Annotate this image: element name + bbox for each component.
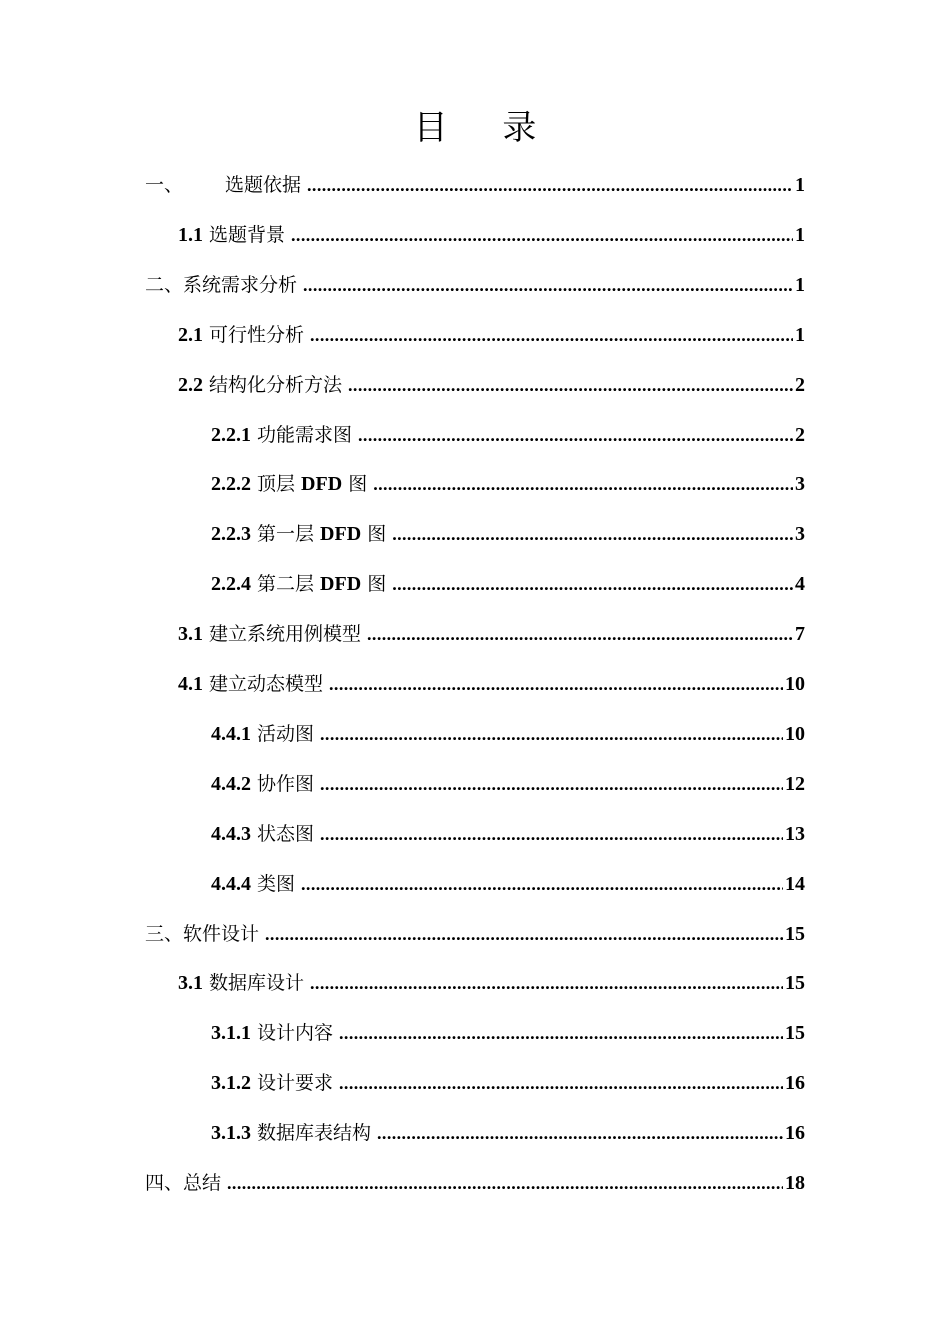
toc-entry[interactable]	[178, 619, 805, 649]
toc-dot-leader	[303, 275, 793, 296]
toc-entry-number: 3.1	[178, 623, 203, 646]
toc-entry-number: 一、	[145, 174, 184, 196]
toc-entry[interactable]	[211, 719, 805, 749]
toc-entry-title: 第一层 DFD 图	[257, 523, 387, 546]
toc-entry[interactable]	[211, 1068, 805, 1098]
toc-dot-leader	[307, 175, 793, 196]
toc-entry[interactable]	[178, 968, 805, 998]
page-title: 目 录	[413, 108, 559, 148]
toc-entry[interactable]	[211, 869, 805, 899]
toc-entry-title: 设计内容	[257, 1022, 334, 1045]
toc-entry-title: 二、系统需求分析	[145, 273, 298, 296]
toc-entry-page: 16	[785, 1072, 805, 1095]
toc-dot-leader	[301, 874, 783, 895]
toc-entry[interactable]	[145, 270, 805, 300]
toc-entry-page: 3	[795, 523, 805, 546]
toc-entry-number: 2.2.4	[211, 573, 251, 596]
toc-dot-leader	[377, 1123, 783, 1144]
toc-entry[interactable]	[211, 569, 805, 599]
toc-dot-leader	[339, 1073, 783, 1094]
toc-entry-number: 3.1.1	[211, 1022, 251, 1045]
toc-dot-leader	[348, 375, 793, 396]
toc-entry-page: 14	[785, 872, 805, 895]
toc-entry-title: 第二层 DFD 图	[257, 573, 387, 596]
toc-entry-page: 7	[795, 623, 805, 646]
toc-entry-page: 1	[795, 323, 805, 346]
toc-entry[interactable]	[211, 420, 805, 450]
toc-entry-title: 数据库设计	[209, 972, 305, 995]
toc-dot-leader	[320, 774, 783, 795]
toc-entry-page: 1	[795, 223, 805, 246]
toc-entry-page: 2	[795, 423, 805, 446]
toc-dot-leader	[358, 425, 793, 446]
toc-entry-page: 15	[785, 922, 805, 945]
toc-entry-title: 状态图	[257, 822, 315, 845]
toc-dot-leader	[265, 924, 783, 945]
toc-dot-leader	[310, 973, 783, 994]
toc-entry-title: 数据库表结构	[257, 1122, 372, 1145]
toc-entry-number: 4.4.4	[211, 872, 251, 895]
toc-entry-title: 可行性分析	[209, 323, 305, 346]
toc-entry-page: 15	[785, 972, 805, 995]
toc-entry-page: 13	[785, 822, 805, 845]
toc-entry[interactable]	[145, 1168, 805, 1198]
toc-dot-leader	[392, 574, 793, 595]
toc-dot-leader	[367, 624, 793, 645]
toc-entry[interactable]	[211, 519, 805, 549]
toc-entry-number: 3.1	[178, 972, 203, 995]
toc-entry-page: 10	[785, 673, 805, 695]
toc-entry[interactable]	[211, 1018, 805, 1048]
toc-dot-leader	[291, 225, 793, 246]
toc-entry-page: 16	[785, 1122, 805, 1145]
toc-entry-number: 3.1.2	[211, 1072, 251, 1095]
toc-entry-page: 4	[795, 573, 805, 596]
toc-entry-title: 协作图	[257, 772, 315, 795]
toc-dot-leader	[227, 1173, 783, 1194]
toc-dot-leader	[373, 474, 793, 495]
toc-entry-number: 2.2.2	[211, 473, 251, 496]
toc-entry[interactable]	[145, 170, 805, 200]
toc-entry-number: 4.4.1	[211, 722, 251, 745]
toc-entry-title: 建立动态模型	[209, 673, 324, 695]
toc-entry-title: 选题依据	[225, 174, 302, 196]
toc-entry[interactable]	[211, 1118, 805, 1148]
toc-entry[interactable]	[178, 320, 805, 350]
toc-entry-title: 功能需求图	[257, 423, 353, 446]
toc-dot-leader	[329, 674, 783, 695]
toc-entry-number: 2.2.1	[211, 423, 251, 446]
toc-entry-number: 3.1.3	[211, 1122, 251, 1145]
toc-entry-page: 12	[785, 772, 805, 795]
toc-entry-title: 建立系统用例模型	[209, 623, 362, 646]
toc-entry[interactable]	[178, 370, 805, 400]
toc-entry-title: 选题背景	[209, 223, 286, 246]
toc-entry[interactable]	[178, 220, 805, 250]
toc-entry-title: 四、总结	[145, 1172, 222, 1194]
toc-entry[interactable]	[211, 819, 805, 849]
toc-entry-title: 设计要求	[257, 1072, 334, 1095]
toc-entry-number: 2.1	[178, 323, 203, 346]
toc-entry-title: 结构化分析方法	[209, 373, 343, 396]
toc-entry-title: 三、软件设计	[145, 922, 260, 945]
toc-dot-leader	[320, 824, 783, 845]
toc-entry-page: 2	[795, 373, 805, 396]
toc-entry-number: 4.4.2	[211, 772, 251, 795]
toc-entry[interactable]	[211, 469, 805, 499]
toc-entry-number: 4.1	[178, 673, 203, 695]
toc-dot-leader	[339, 1023, 783, 1044]
toc-entry[interactable]	[211, 769, 805, 799]
toc-entry-number: 4.4.3	[211, 822, 251, 845]
toc-dot-leader	[392, 524, 793, 545]
toc-entry-page: 15	[785, 1022, 805, 1045]
toc-dot-leader	[310, 325, 793, 346]
toc-entry-title: 顶层 DFD 图	[257, 473, 368, 496]
toc-entry[interactable]	[145, 919, 805, 949]
toc-entry-page: 10	[785, 722, 805, 745]
toc-dot-leader	[320, 724, 783, 745]
toc-entry[interactable]	[178, 669, 805, 699]
toc-entry-page: 1	[795, 273, 805, 296]
toc-entry-page: 1	[795, 174, 805, 196]
toc-entry-title: 活动图	[257, 722, 315, 745]
toc-entry-number: 1.1	[178, 223, 203, 246]
toc-entry-number: 2.2	[178, 373, 203, 396]
toc-entry-title: 类图	[257, 872, 296, 895]
toc-entry-page: 3	[795, 473, 805, 496]
toc-entry-page: 18	[785, 1172, 805, 1194]
toc-entry-number: 2.2.3	[211, 523, 251, 546]
